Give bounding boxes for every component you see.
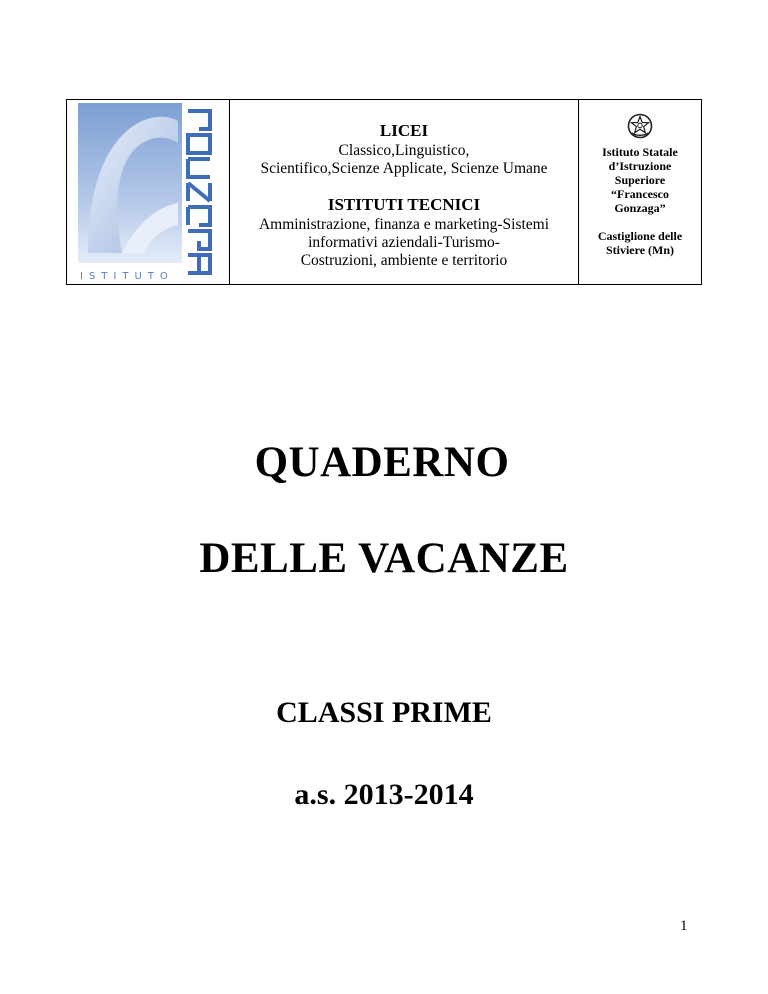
- logo-istituto-text: ISTITUTO: [80, 271, 174, 282]
- header-table: [66, 99, 702, 285]
- italian-republic-emblem-icon: [627, 113, 653, 139]
- main-title-delle-vacanze: DELLE VACANZE: [199, 535, 569, 582]
- istituto-info-cell: [579, 100, 701, 284]
- page-number: 1: [680, 918, 688, 934]
- school-year: a.s. 2013-2014: [294, 778, 474, 811]
- main-title-quaderno: QUADERNO: [254, 439, 510, 486]
- licei-subtitle-line2: Scientifico,Scienze Applicate, Scienze Umane: [260, 160, 548, 177]
- tecnici-subtitle-line3: Costruzioni, ambiente e territorio: [300, 252, 508, 269]
- istituto-city: Castiglione delle Stiviere (Mn): [597, 229, 683, 257]
- licei-title: LICEI: [379, 121, 429, 140]
- school-programs-cell: [230, 100, 579, 284]
- tecnici-subtitle-line1: Amministrazione, finanza e marketing-Sistemi: [258, 216, 550, 233]
- logo-cell: [67, 100, 230, 284]
- licei-subtitle-line1: Classico,Linguistico,: [338, 142, 470, 159]
- istituto-name: Istituto Statale d’Istruzione Superiore “Francesco Gonzaga”: [602, 145, 678, 215]
- tecnici-title: ISTITUTI TECNICI: [327, 195, 481, 214]
- tecnici-subtitle-line2: informativi aziendali-Turismo-: [308, 234, 500, 251]
- istituto-gonzaga-logo: [78, 103, 218, 283]
- classes-title: CLASSI PRIME: [276, 696, 492, 729]
